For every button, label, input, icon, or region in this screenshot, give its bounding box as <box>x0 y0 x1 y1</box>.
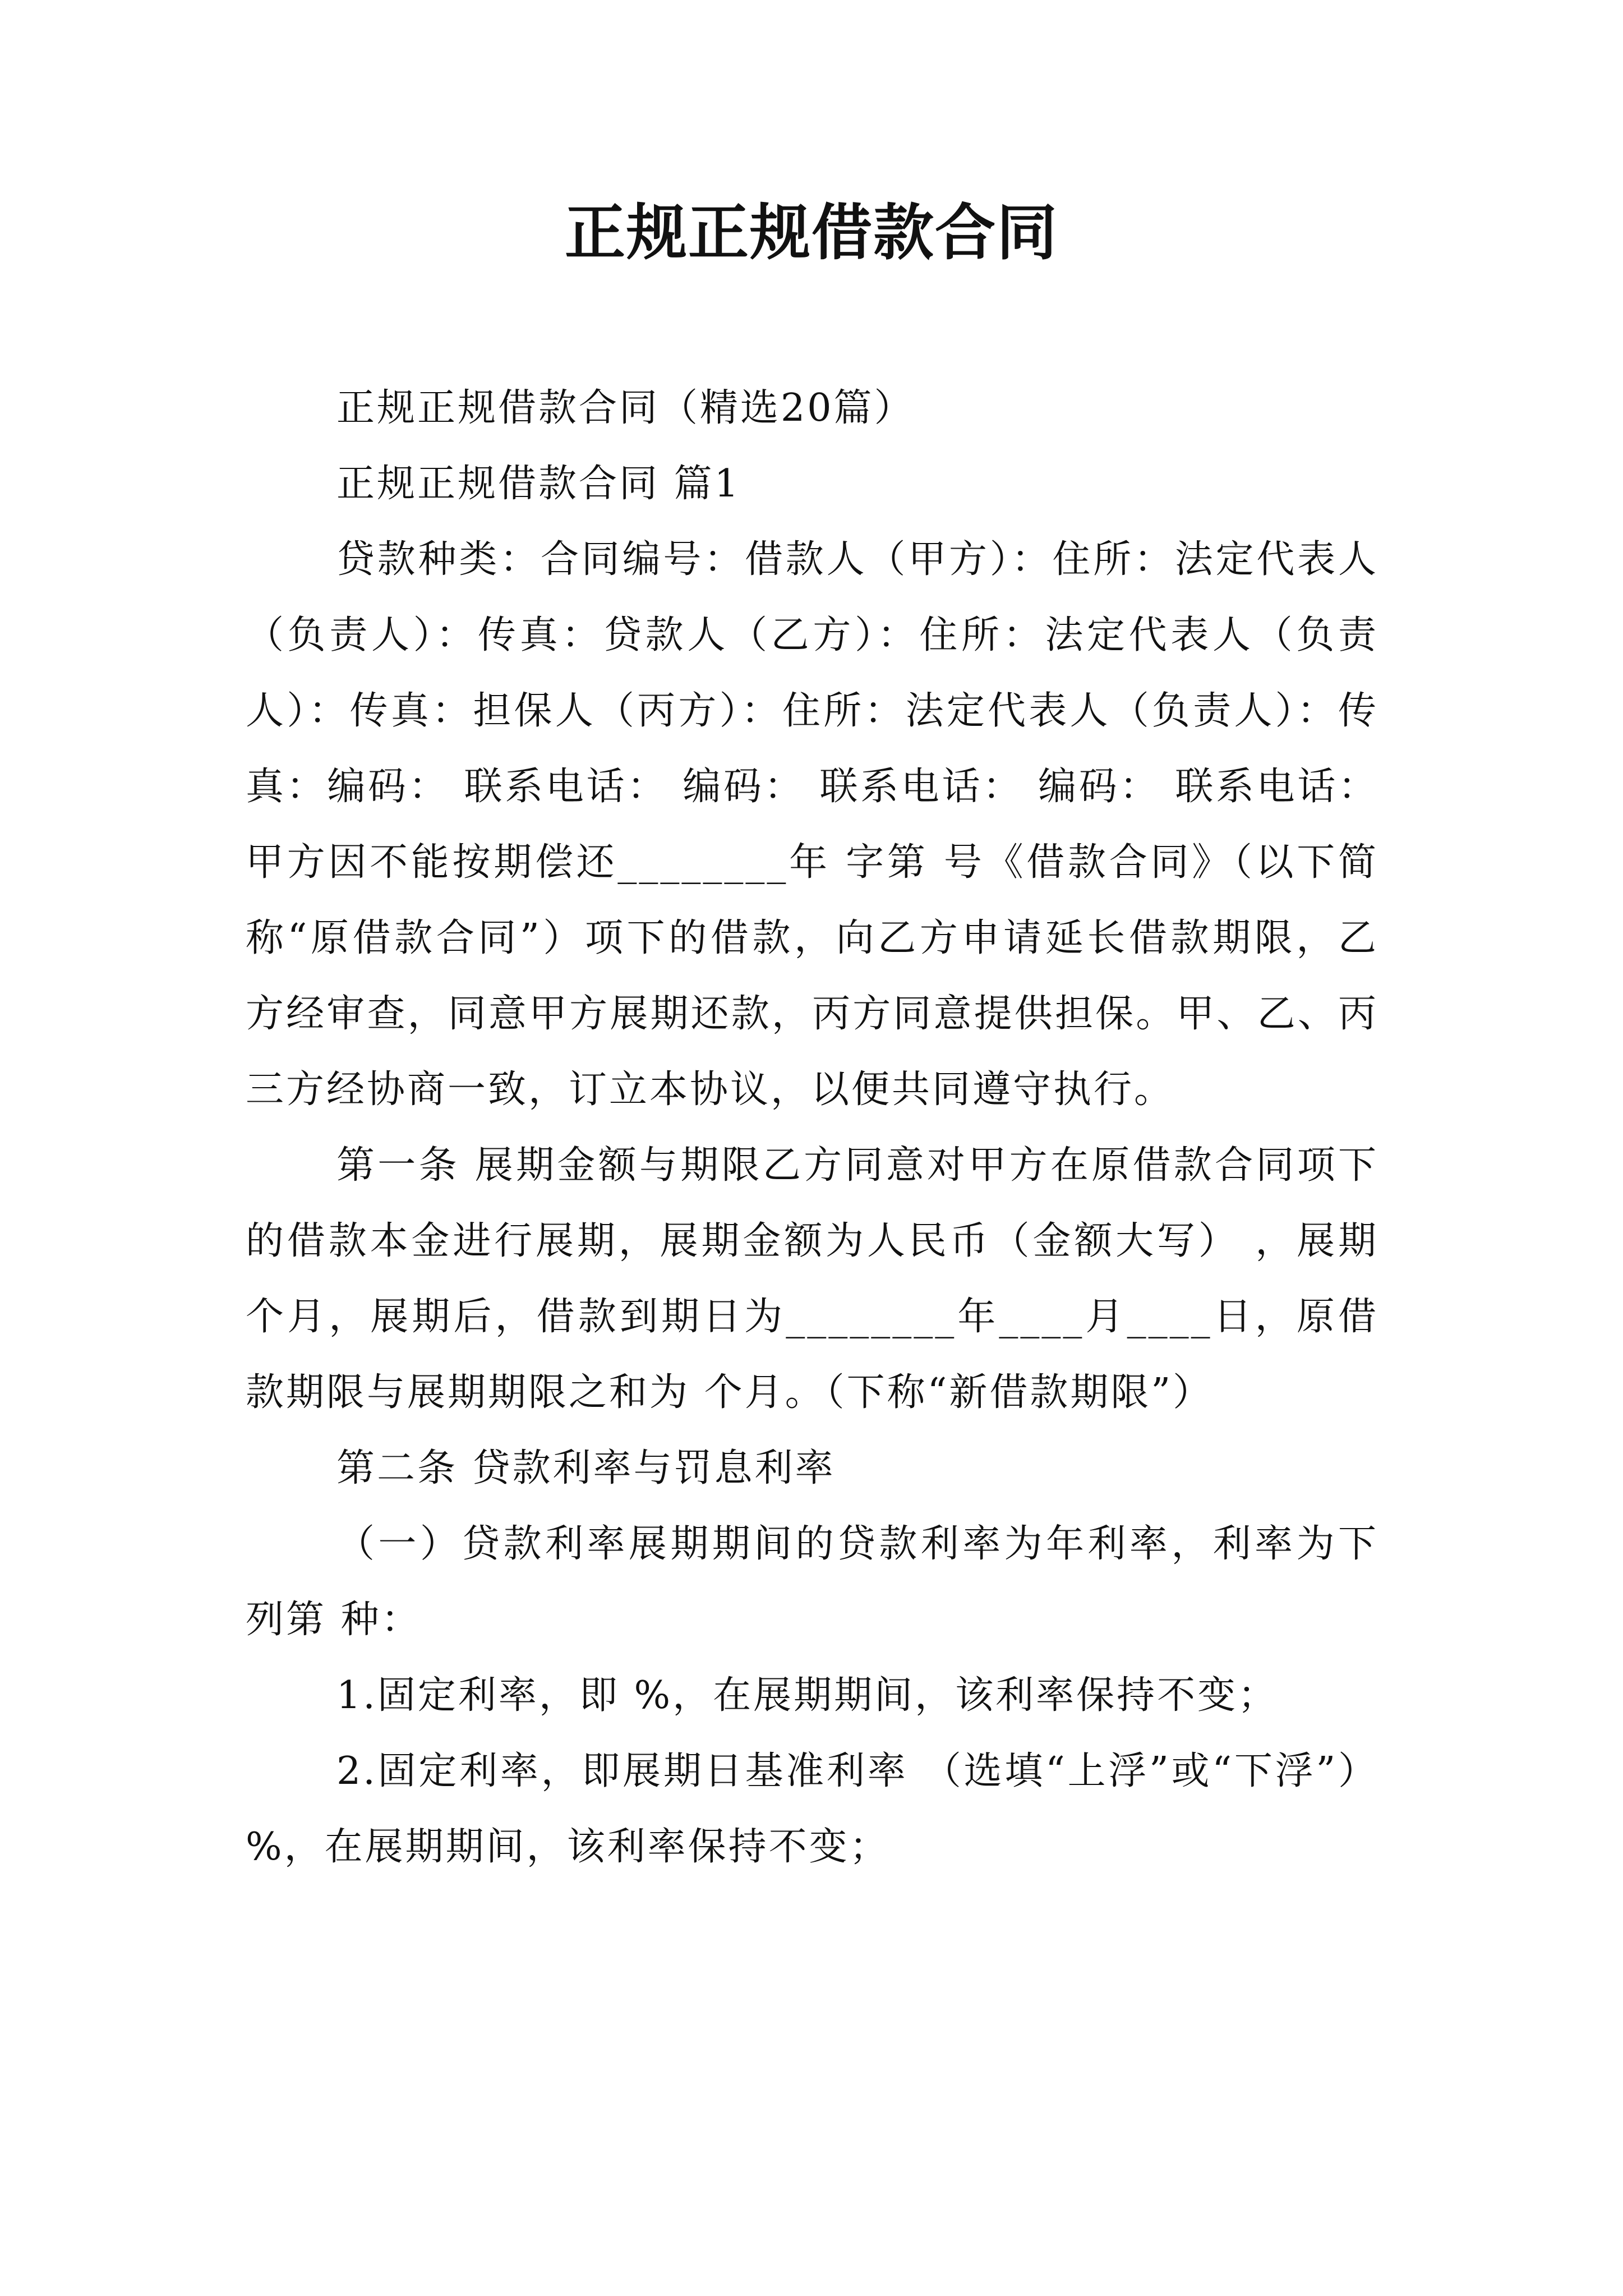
document-title: 正规正规借款合同 <box>564 197 1058 268</box>
article-1-paragraph: 第一条 展期金额与期限乙方同意对甲方在原借款合同项下的借款本金进行展期，展期金额为人民币（金额大写） ，展期 个月，展期后，借款到期日为________年____月____日，原借款期限与展期期限之和为 个月。（下称“新借款期限”） <box>246 1143 1378 1415</box>
rate-option-1: 1.固定利率，即 %，在展期期间，该利率保持不变； <box>336 1673 1279 1718</box>
parties-paragraph: 贷款种类：合同编号：借款人（甲方）：住所：法定代表人（负责人）：传真：贷款人（乙方）：住所：法定代表人（负责人）：传真：担保人（丙方）：住所：法定代表人（负责人）：传真：编码： 联系电话： 编码： 联系电话： 编码： 联系电话：甲方因不能按期偿还________年 字第 号《借款合同》（以下简称“原借款合同”）项下的借款，向乙方申请延长借款期限，乙方经审查，同意甲方展期还款，丙方同意提供担保。甲、乙、丙三方经协商一致，订立本协议，以便共同遵守执行。 <box>246 537 1378 1112</box>
article-2-heading: 第二条 贷款利率与罚息利率 <box>336 1446 836 1490</box>
document-body <box>246 370 1378 1885</box>
interest-rate-paragraph: （一）贷款利率展期期间的贷款利率为年利率，利率为下列第 种： <box>246 1522 1378 1642</box>
subtitle-paragraph: 正规正规借款合同（精选20篇） <box>336 386 915 430</box>
section-heading: 正规正规借款合同 篇1 <box>336 462 741 506</box>
rate-option-2: 2.固定利率，即展期日基准利率 （选填“上浮”或“下浮”） %，在展期期间，该利率保持不变； <box>246 1749 1378 1869</box>
